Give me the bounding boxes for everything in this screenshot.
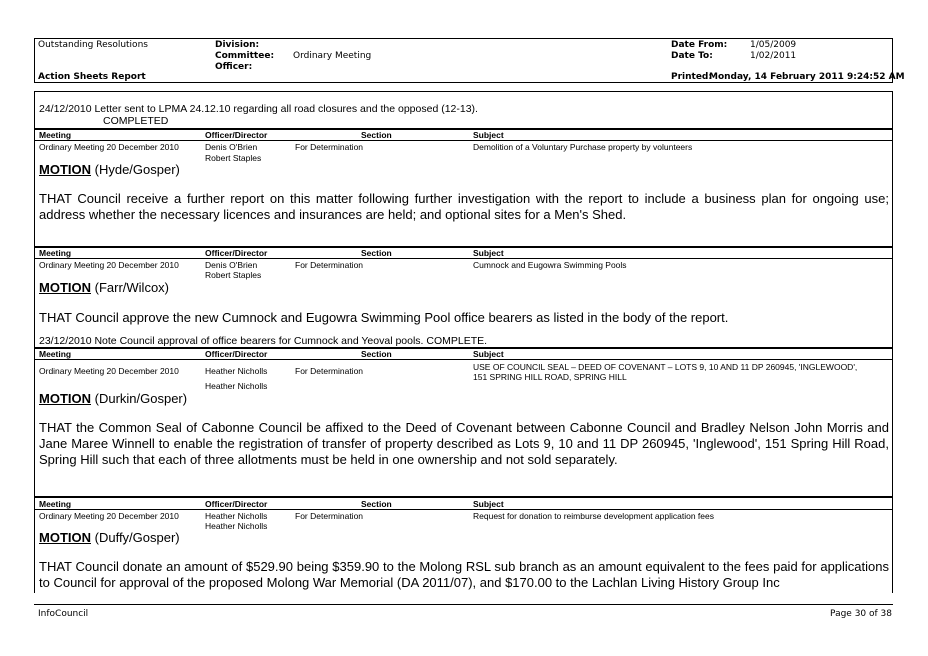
- col-header-section: Section: [361, 248, 392, 258]
- col-header-officer: Officer/Director: [205, 499, 268, 509]
- col-header-meeting: Meeting: [39, 499, 72, 509]
- motion-label: MOTION: [39, 162, 91, 177]
- motion-heading: [39, 162, 180, 177]
- date-to-label: Date To:: [671, 51, 713, 61]
- item-meeting: Ordinary Meeting 20 December 2010: [39, 511, 179, 521]
- col-header-officer: Officer/Director: [205, 349, 268, 359]
- resolution-text: THAT the Common Seal of Cabonne Council be affixed to the Deed of Covenant between Cabonne Council and Bradley Nelson John Morris and Jane Maree Winnell to enable the registration of transfer of property described as Lots 9, 10 and 11 DP 260945, 'Inglewood', 151 Spring Hill Road, Spring Hill such that each of three allotments must be held in one ownership and not sold separately.: [39, 420, 889, 467]
- header-underline: [35, 359, 892, 360]
- row-divider: [35, 347, 892, 349]
- col-header-subject: Subject: [473, 248, 504, 258]
- motion-heading: [39, 391, 187, 406]
- report-title: Outstanding Resolutions: [38, 40, 148, 50]
- printed-label: Printed:: [671, 72, 712, 82]
- motion-label: MOTION: [39, 391, 91, 406]
- motion-movers: (Duffy/Gosper): [94, 530, 180, 545]
- resolution-text: THAT Council approve the new Cumnock and Eugowra Swimming Pool office bearers as listed in the body of the report.: [39, 310, 729, 325]
- row-divider: [35, 246, 892, 248]
- col-header-meeting: Meeting: [39, 349, 72, 359]
- item-meeting: Ordinary Meeting 20 December 2010: [39, 142, 179, 152]
- item-section: For Determination: [295, 511, 364, 521]
- motion-movers: (Hyde/Gosper): [94, 162, 180, 177]
- motion-label: MOTION: [39, 280, 91, 295]
- item-officer: Denis O'Brien: [205, 142, 258, 152]
- item-director: Heather Nicholls: [205, 381, 268, 391]
- col-header-section: Section: [361, 130, 392, 140]
- resolution-text: THAT Council donate an amount of $529.90 being $359.90 to the Molong RSL sub branch as an amount equivalent to the fees paid for applications to Council for approval of the proposed Molong War Memorial (DA 2011/07), and $170.00 to the Lachlan Living History Group Inc: [39, 559, 889, 590]
- col-header-section: Section: [361, 349, 392, 359]
- item-officer: Heather Nicholls: [205, 511, 268, 521]
- top-note: 24/12/2010 Letter sent to LPMA 24.12.10 regarding all road closures and the opposed (12-13).: [39, 103, 478, 115]
- motion-movers: (Durkin/Gosper): [94, 391, 188, 406]
- col-header-subject: Subject: [473, 130, 504, 140]
- committee-value: Ordinary Meeting: [293, 51, 372, 61]
- item-meeting: Ordinary Meeting 20 December 2010: [39, 366, 179, 376]
- header-underline: [35, 258, 892, 259]
- item-subject: Request for donation to reimburse development application fees: [473, 511, 714, 521]
- item-section: For Determination: [295, 366, 364, 376]
- date-from-value: 1/05/2009: [750, 40, 797, 50]
- item-subject: Demolition of a Voluntary Purchase property by volunteers: [473, 142, 693, 152]
- item-subject: Cumnock and Eugowra Swimming Pools: [473, 260, 627, 270]
- col-header-subject: Subject: [473, 499, 504, 509]
- item-officer: Denis O'Brien: [205, 260, 258, 270]
- header-underline: [35, 509, 892, 510]
- footer-rule: [34, 604, 893, 605]
- motion-movers: (Farr/Wilcox): [94, 280, 170, 295]
- item-section: For Determination: [295, 142, 364, 152]
- report-name: Action Sheets Report: [38, 72, 146, 82]
- item-subject-cont: 151 SPRING HILL ROAD, SPRING HILL: [473, 372, 627, 382]
- col-header-meeting: Meeting: [39, 248, 72, 258]
- top-note-status: COMPLETED: [103, 115, 169, 127]
- officer-label: Officer:: [215, 62, 253, 72]
- col-header-officer: Officer/Director: [205, 130, 268, 140]
- header-underline: [35, 140, 892, 141]
- item-officer: Heather Nicholls: [205, 366, 268, 376]
- date-to-value: 1/02/2011: [750, 51, 797, 61]
- col-header-section: Section: [361, 499, 392, 509]
- date-from-label: Date From:: [671, 40, 728, 50]
- division-label: Division:: [215, 40, 260, 50]
- item-section: For Determination: [295, 260, 364, 270]
- item-meeting: Ordinary Meeting 20 December 2010: [39, 260, 179, 270]
- item-director: Robert Staples: [205, 153, 262, 163]
- footer-brand: InfoCouncil: [38, 609, 89, 619]
- committee-label: Committee:: [215, 51, 275, 61]
- item-director: Heather Nicholls: [205, 521, 268, 531]
- motion-label: MOTION: [39, 530, 91, 545]
- item-subject: USE OF COUNCIL SEAL – DEED OF COVENANT – LOTS 9, 10 AND 11 DP 260945, 'INGLEWOOD',: [473, 362, 858, 372]
- resolution-text: THAT Council receive a further report on this matter following further investigation with the report to include a business plan for ongoing use; address whether the necessary licences and insurances are held; and optional sites for a Men's Shed.: [39, 191, 889, 222]
- row-divider: [35, 496, 892, 498]
- motion-heading: [39, 530, 180, 545]
- page-number: Page 30 of 38: [830, 609, 892, 619]
- col-header-subject: Subject: [473, 349, 504, 359]
- action-note: 23/12/2010 Note Council approval of office bearers for Cumnock and Yeoval pools. COMPLETE.: [39, 335, 488, 347]
- col-header-officer: Officer/Director: [205, 248, 268, 258]
- printed-value: Monday, 14 February 2011 9:24:52 AM: [709, 72, 905, 82]
- motion-heading: [39, 280, 169, 295]
- item-director: Robert Staples: [205, 270, 262, 280]
- col-header-meeting: Meeting: [39, 130, 72, 140]
- row-divider: [35, 128, 892, 130]
